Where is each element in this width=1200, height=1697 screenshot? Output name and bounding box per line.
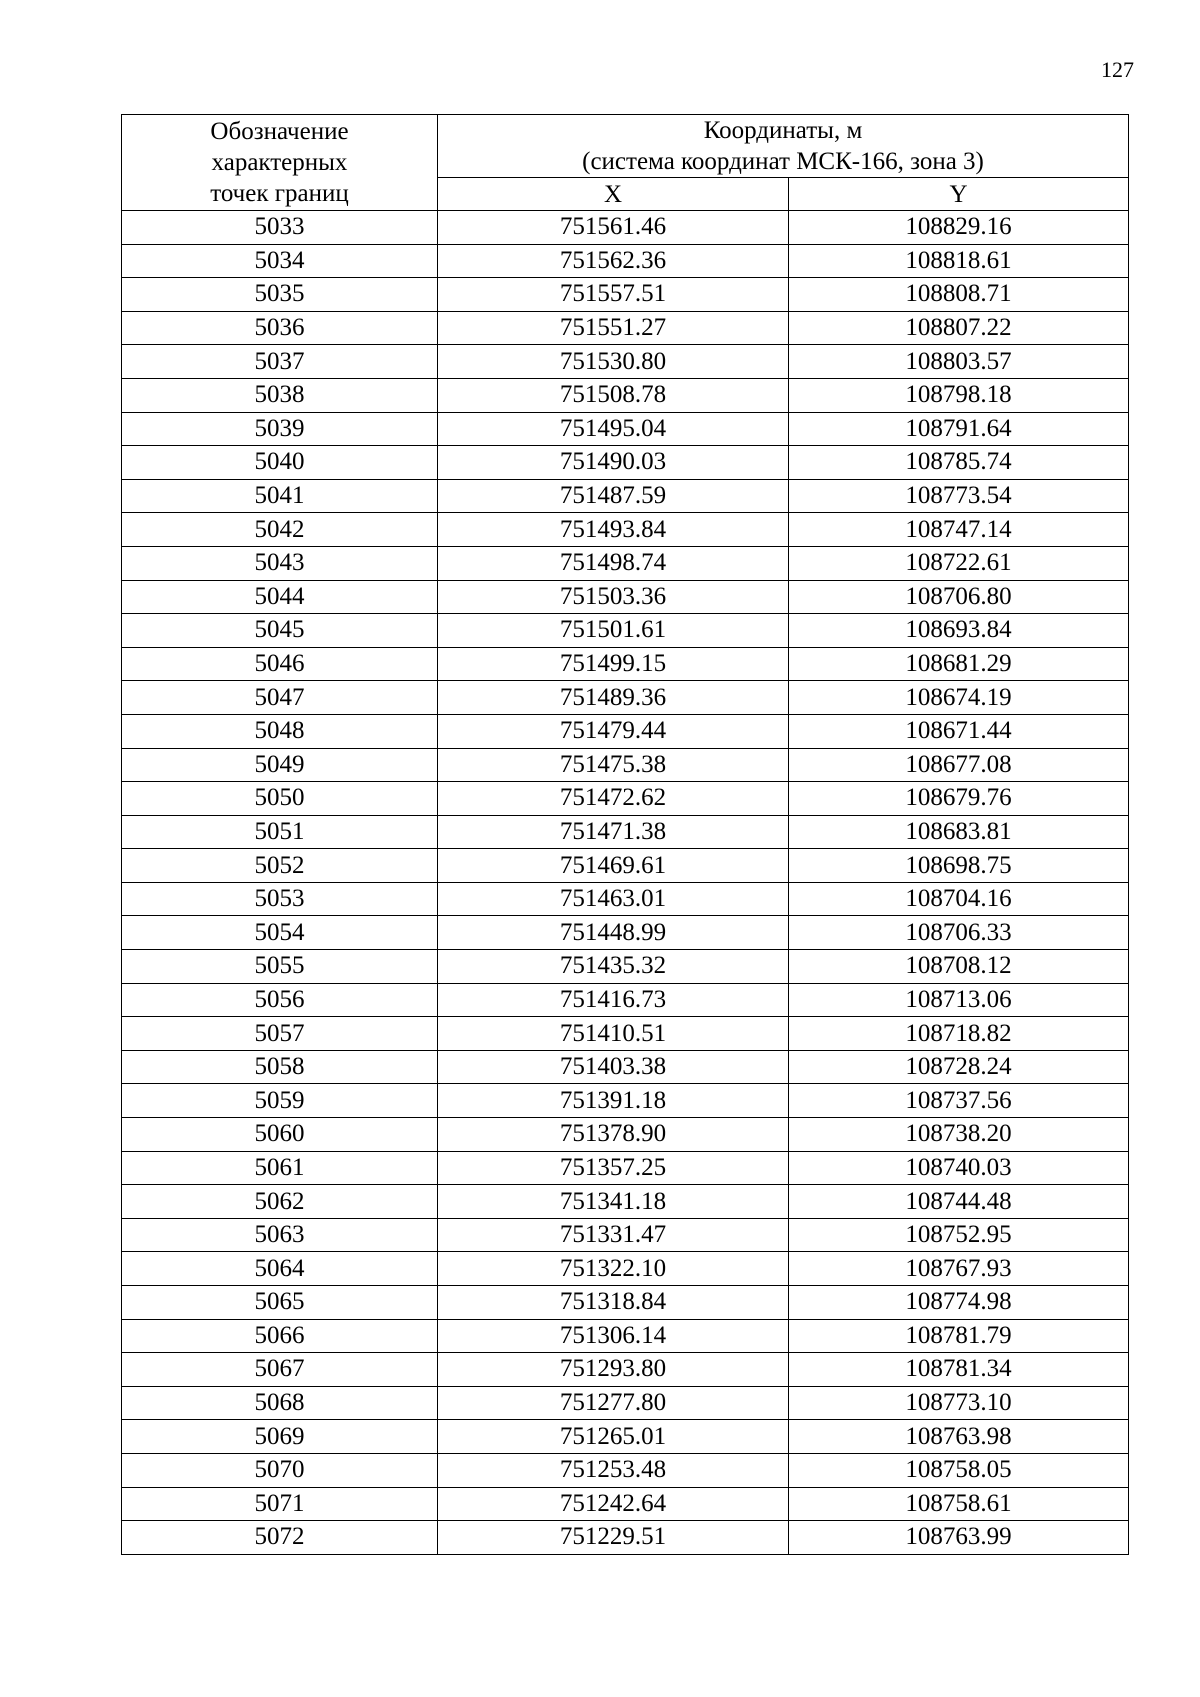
x-coordinate-cell: 751416.73 <box>438 983 789 1017</box>
table-row <box>122 1353 1129 1387</box>
x-coordinate-cell: 751448.99 <box>438 916 789 950</box>
y-coordinate-cell: 108704.16 <box>789 882 1129 916</box>
point-id-cell: 5055 <box>122 950 438 984</box>
point-id-cell: 5052 <box>122 849 438 883</box>
table-row <box>122 1252 1129 1286</box>
y-coordinate-cell: 108706.33 <box>789 916 1129 950</box>
table-row <box>122 983 1129 1017</box>
y-coordinate-cell: 108803.57 <box>789 345 1129 379</box>
table-row <box>122 1453 1129 1487</box>
x-coordinate-cell: 751489.36 <box>438 681 789 715</box>
y-coordinate-cell: 108744.48 <box>789 1185 1129 1219</box>
point-id-cell: 5051 <box>122 815 438 849</box>
x-coordinate-cell: 751341.18 <box>438 1185 789 1219</box>
y-coordinate-cell: 108713.06 <box>789 983 1129 1017</box>
table-row <box>122 1319 1129 1353</box>
table-row <box>122 580 1129 614</box>
table-row <box>122 782 1129 816</box>
point-id-cell: 5042 <box>122 513 438 547</box>
x-coordinate-cell: 751469.61 <box>438 849 789 883</box>
point-id-cell: 5069 <box>122 1420 438 1454</box>
y-coordinate-cell: 108708.12 <box>789 950 1129 984</box>
table-row <box>122 211 1129 245</box>
x-coordinate-cell: 751357.25 <box>438 1151 789 1185</box>
table-row <box>122 479 1129 513</box>
x-coordinate-cell: 751530.80 <box>438 345 789 379</box>
y-coordinate-cell: 108791.64 <box>789 412 1129 446</box>
y-coordinate-cell: 108774.98 <box>789 1286 1129 1320</box>
point-id-cell: 5043 <box>122 546 438 580</box>
y-coordinate-cell: 108781.34 <box>789 1353 1129 1387</box>
table-row <box>122 244 1129 278</box>
point-id-cell: 5039 <box>122 412 438 446</box>
point-id-cell: 5037 <box>122 345 438 379</box>
y-coordinate-cell: 108818.61 <box>789 244 1129 278</box>
x-coordinate-cell: 751498.74 <box>438 546 789 580</box>
y-coordinate-cell: 108773.10 <box>789 1386 1129 1420</box>
x-column-header: X <box>438 178 789 211</box>
point-id-cell: 5060 <box>122 1118 438 1152</box>
y-coordinate-cell: 108674.19 <box>789 681 1129 715</box>
y-coordinate-cell: 108718.82 <box>789 1017 1129 1051</box>
table-row <box>122 513 1129 547</box>
point-header-line-2: характерных <box>211 149 348 176</box>
point-id-cell: 5070 <box>122 1453 438 1487</box>
table-row <box>122 1017 1129 1051</box>
y-coordinate-cell: 108747.14 <box>789 513 1129 547</box>
x-coordinate-cell: 751471.38 <box>438 815 789 849</box>
x-coordinate-cell: 751501.61 <box>438 614 789 648</box>
point-id-cell: 5064 <box>122 1252 438 1286</box>
point-id-cell: 5072 <box>122 1521 438 1555</box>
point-id-cell: 5057 <box>122 1017 438 1051</box>
point-id-cell: 5036 <box>122 311 438 345</box>
x-coordinate-cell: 751410.51 <box>438 1017 789 1051</box>
point-id-cell: 5040 <box>122 446 438 480</box>
table-row <box>122 1084 1129 1118</box>
table-row <box>122 1050 1129 1084</box>
table-row <box>122 1386 1129 1420</box>
y-coordinate-cell: 108763.99 <box>789 1521 1129 1555</box>
table-row <box>122 278 1129 312</box>
y-coordinate-cell: 108752.95 <box>789 1218 1129 1252</box>
table-row <box>122 748 1129 782</box>
x-coordinate-cell: 751557.51 <box>438 278 789 312</box>
point-id-cell: 5034 <box>122 244 438 278</box>
point-id-cell: 5038 <box>122 378 438 412</box>
y-coordinate-cell: 108737.56 <box>789 1084 1129 1118</box>
point-id-cell: 5048 <box>122 714 438 748</box>
table-row <box>122 1420 1129 1454</box>
y-coordinate-cell: 108722.61 <box>789 546 1129 580</box>
y-coordinate-cell: 108679.76 <box>789 782 1129 816</box>
x-coordinate-cell: 751561.46 <box>438 211 789 245</box>
y-coordinate-cell: 108677.08 <box>789 748 1129 782</box>
point-id-cell: 5047 <box>122 681 438 715</box>
point-id-cell: 5045 <box>122 614 438 648</box>
point-id-cell: 5053 <box>122 882 438 916</box>
y-coordinate-cell: 108763.98 <box>789 1420 1129 1454</box>
x-coordinate-cell: 751495.04 <box>438 412 789 446</box>
coordinates-header <box>438 115 1129 178</box>
x-coordinate-cell: 751277.80 <box>438 1386 789 1420</box>
table-row <box>122 345 1129 379</box>
coordinates-header-line-1: Координаты, м <box>703 117 863 144</box>
table-row <box>122 647 1129 681</box>
table-row <box>122 882 1129 916</box>
x-coordinate-cell: 751562.36 <box>438 244 789 278</box>
x-coordinate-cell: 751378.90 <box>438 1118 789 1152</box>
point-designation-header <box>122 115 438 211</box>
table-row <box>122 1487 1129 1521</box>
y-coordinate-cell: 108807.22 <box>789 311 1129 345</box>
table-row <box>122 1118 1129 1152</box>
x-coordinate-cell: 751508.78 <box>438 378 789 412</box>
point-id-cell: 5068 <box>122 1386 438 1420</box>
x-coordinate-cell: 751331.47 <box>438 1218 789 1252</box>
coordinates-header-line-2: (система координат МСК-166, зона 3) <box>582 148 984 175</box>
y-column-header: Y <box>789 178 1129 211</box>
y-coordinate-cell: 108829.16 <box>789 211 1129 245</box>
point-id-cell: 5056 <box>122 983 438 1017</box>
header-row <box>122 115 1129 178</box>
x-coordinate-cell: 751229.51 <box>438 1521 789 1555</box>
x-coordinate-cell: 751242.64 <box>438 1487 789 1521</box>
table-row <box>122 1218 1129 1252</box>
x-coordinate-cell: 751403.38 <box>438 1050 789 1084</box>
table-header <box>122 115 1129 211</box>
point-header-line-3: точек границ <box>210 180 349 207</box>
x-coordinate-cell: 751463.01 <box>438 882 789 916</box>
x-coordinate-cell: 751253.48 <box>438 1453 789 1487</box>
point-id-cell: 5035 <box>122 278 438 312</box>
table-row <box>122 950 1129 984</box>
page-number: 127 <box>1101 57 1134 82</box>
point-id-cell: 5049 <box>122 748 438 782</box>
table-row <box>122 1151 1129 1185</box>
x-coordinate-cell: 751503.36 <box>438 580 789 614</box>
table-row <box>122 815 1129 849</box>
table-row <box>122 849 1129 883</box>
y-coordinate-cell: 108698.75 <box>789 849 1129 883</box>
y-coordinate-cell: 108706.80 <box>789 580 1129 614</box>
x-coordinate-cell: 751293.80 <box>438 1353 789 1387</box>
point-id-cell: 5061 <box>122 1151 438 1185</box>
x-coordinate-cell: 751490.03 <box>438 446 789 480</box>
x-coordinate-cell: 751322.10 <box>438 1252 789 1286</box>
table-row <box>122 916 1129 950</box>
point-id-cell: 5033 <box>122 211 438 245</box>
y-coordinate-cell: 108798.18 <box>789 378 1129 412</box>
x-coordinate-cell: 751435.32 <box>438 950 789 984</box>
table-row <box>122 681 1129 715</box>
x-coordinate-cell: 751265.01 <box>438 1420 789 1454</box>
x-coordinate-cell: 751479.44 <box>438 714 789 748</box>
point-header-line-1: Обозначение <box>210 118 349 145</box>
table-row <box>122 378 1129 412</box>
table-row <box>122 1185 1129 1219</box>
point-id-cell: 5063 <box>122 1218 438 1252</box>
y-coordinate-cell: 108681.29 <box>789 647 1129 681</box>
point-id-cell: 5062 <box>122 1185 438 1219</box>
y-coordinate-cell: 108808.71 <box>789 278 1129 312</box>
table-row <box>122 412 1129 446</box>
x-coordinate-cell: 751472.62 <box>438 782 789 816</box>
y-coordinate-cell: 108773.54 <box>789 479 1129 513</box>
x-coordinate-cell: 751499.15 <box>438 647 789 681</box>
y-coordinate-cell: 108785.74 <box>789 446 1129 480</box>
point-id-cell: 5071 <box>122 1487 438 1521</box>
table-row <box>122 1521 1129 1555</box>
point-id-cell: 5044 <box>122 580 438 614</box>
point-id-cell: 5067 <box>122 1353 438 1387</box>
point-id-cell: 5046 <box>122 647 438 681</box>
y-coordinate-cell: 108740.03 <box>789 1151 1129 1185</box>
x-coordinate-cell: 751487.59 <box>438 479 789 513</box>
point-id-cell: 5065 <box>122 1286 438 1320</box>
table-row <box>122 614 1129 648</box>
y-coordinate-cell: 108767.93 <box>789 1252 1129 1286</box>
y-coordinate-cell: 108781.79 <box>789 1319 1129 1353</box>
x-coordinate-cell: 751551.27 <box>438 311 789 345</box>
y-coordinate-cell: 108758.05 <box>789 1453 1129 1487</box>
table-row <box>122 311 1129 345</box>
table-row <box>122 446 1129 480</box>
table-row <box>122 1286 1129 1320</box>
point-id-cell: 5054 <box>122 916 438 950</box>
x-coordinate-cell: 751318.84 <box>438 1286 789 1320</box>
y-coordinate-cell: 108758.61 <box>789 1487 1129 1521</box>
y-coordinate-cell: 108738.20 <box>789 1118 1129 1152</box>
x-coordinate-cell: 751493.84 <box>438 513 789 547</box>
y-coordinate-cell: 108671.44 <box>789 714 1129 748</box>
table-row <box>122 714 1129 748</box>
y-coordinate-cell: 108693.84 <box>789 614 1129 648</box>
point-id-cell: 5050 <box>122 782 438 816</box>
y-coordinate-cell: 108728.24 <box>789 1050 1129 1084</box>
table-row <box>122 546 1129 580</box>
x-coordinate-cell: 751391.18 <box>438 1084 789 1118</box>
point-id-cell: 5041 <box>122 479 438 513</box>
point-id-cell: 5058 <box>122 1050 438 1084</box>
x-coordinate-cell: 751475.38 <box>438 748 789 782</box>
point-id-cell: 5059 <box>122 1084 438 1118</box>
y-coordinate-cell: 108683.81 <box>789 815 1129 849</box>
table-body <box>122 211 1129 1555</box>
x-coordinate-cell: 751306.14 <box>438 1319 789 1353</box>
coordinates-table <box>121 114 1129 1555</box>
point-id-cell: 5066 <box>122 1319 438 1353</box>
